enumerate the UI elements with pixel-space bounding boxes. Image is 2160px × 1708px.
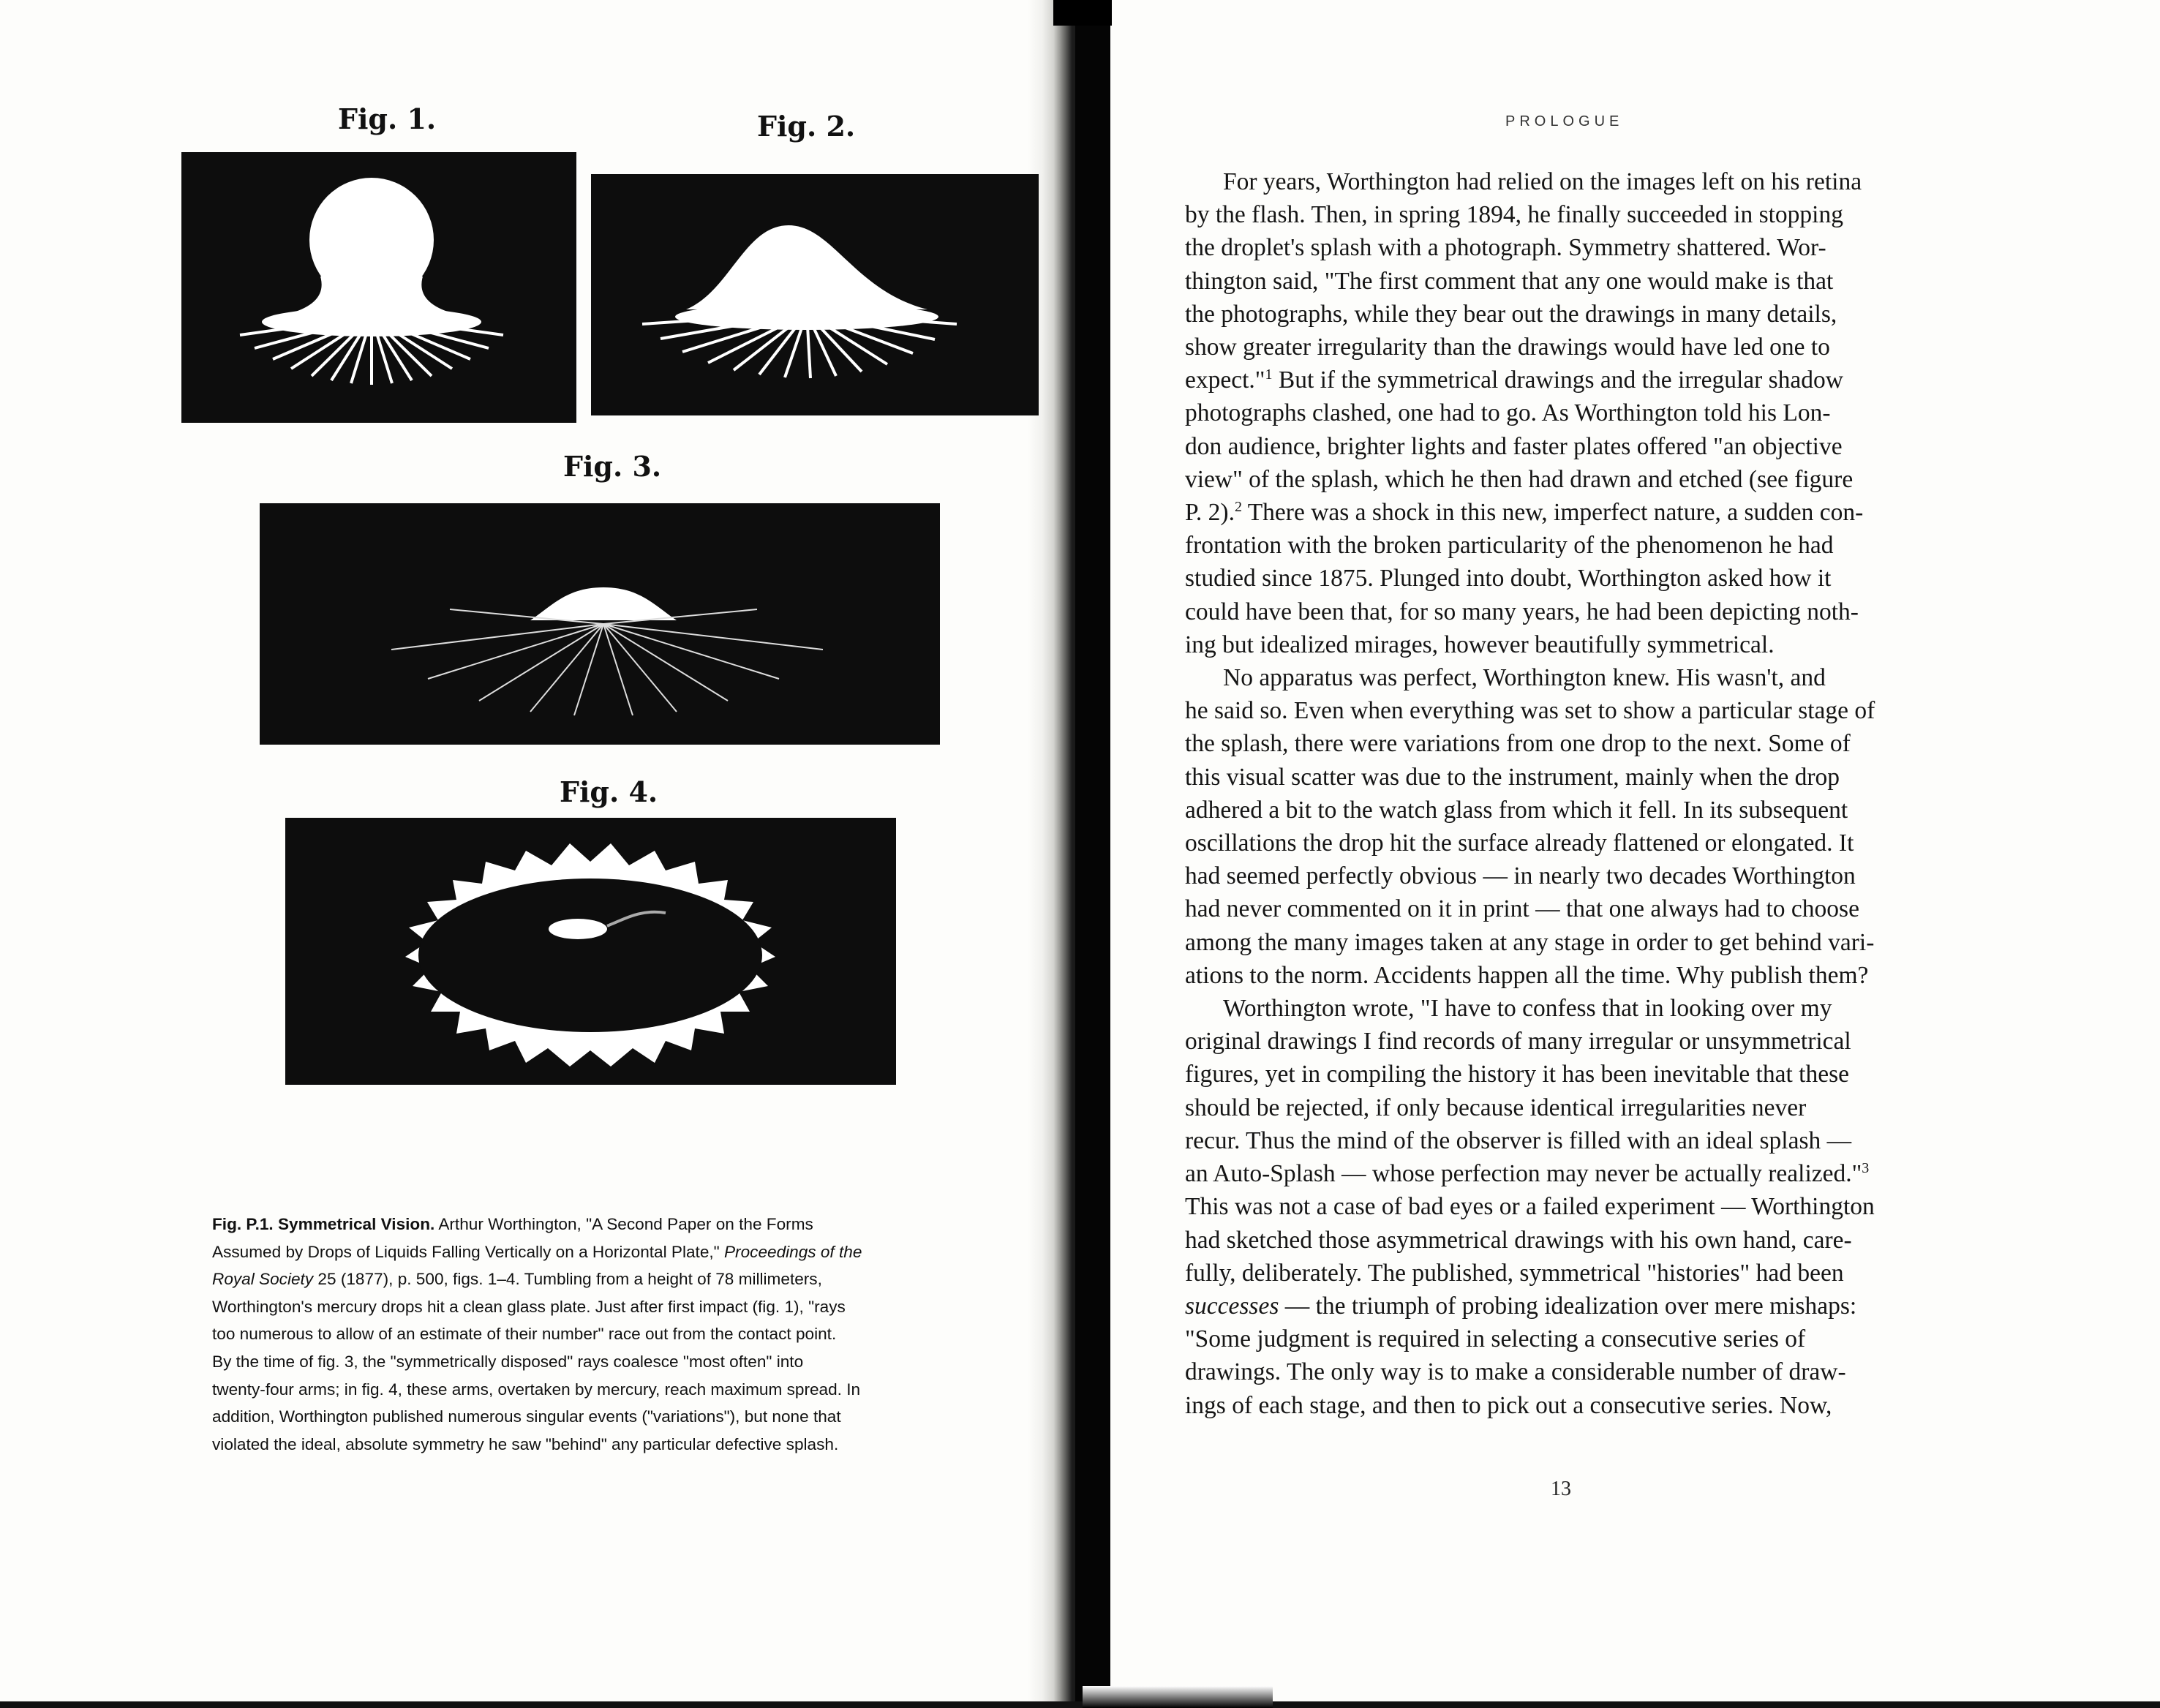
figure-caption (212, 1211, 984, 1458)
text-line: photographs clashed, one had to go. As Worthington told his Lon- (1185, 399, 1831, 427)
spine-top-edge (1053, 0, 1112, 26)
fig1-splash-image (181, 152, 576, 423)
fig1-label: Fig. 1. (338, 102, 437, 135)
text-line: had seemed perfectly obvious — in nearly two decades Worthington (1185, 862, 1856, 890)
fig2-splash-image (591, 174, 1039, 415)
caption-line: Fig. P.1. Symmetrical Vision. Arthur Worthington, "A Second Paper on the Forms (212, 1215, 813, 1233)
fig2-splash-drawing (591, 174, 1039, 415)
text-line: P. 2).$^2$ There was a shock in this new, imperfect nature, a sudden con- (1185, 498, 1864, 527)
fig4-label: Fig. 4. (560, 775, 658, 808)
footnote-marker: 2 (1234, 498, 1242, 515)
text-line: ations to the norm. Accidents happen all the time. Why publish them? (1185, 961, 1869, 989)
text-line: successes — the triumph of probing idealization over mere mishaps: (1185, 1292, 1857, 1320)
bottom-spine-edge (1083, 1686, 1273, 1708)
text-line: had never commented on it in print — that one always had to choose (1185, 895, 1859, 923)
text-line: had sketched those asymmetrical drawings with his own hand, care- (1185, 1226, 1852, 1254)
text-line: "Some judgment is required in selecting a consecutive series of (1185, 1325, 1806, 1353)
fig3-label: Fig. 3. (563, 450, 662, 483)
text-line: by the flash. Then, in spring 1894, he finally succeeded in stopping (1185, 201, 1843, 229)
text-line: the droplet's splash with a photograph. Symmetry shattered. Wor- (1185, 234, 1826, 262)
text-line: No apparatus was perfect, Worthington knew. His wasn't, and (1223, 664, 1826, 692)
caption-line: too numerous to allow of an estimate of their number" race out from the contact point. (212, 1325, 837, 1344)
text-line: For years, Worthington had relied on the images left on his retina (1223, 168, 1862, 195)
journal-title: Proceedings of the (723, 1242, 862, 1261)
footnote-marker: 3 (1862, 1159, 1870, 1176)
caption-heading: Fig. P.1. Symmetrical Vision. (212, 1215, 435, 1233)
fig3-splash-image (260, 503, 940, 745)
fig1-splash-drawing (181, 152, 576, 423)
caption-line: Assumed by Drops of Liquids Falling Vertically on a Horizontal Plate," Proceedings of the (212, 1242, 862, 1261)
text-line: an Auto-Splash — whose perfection may never be actually realized."$^3$ (1185, 1159, 1870, 1188)
text-line: he said so. Even when everything was set to show a particular stage of (1185, 697, 1875, 725)
text-line: Worthington wrote, "I have to confess that in looking over my (1223, 995, 1832, 1023)
fig4-splash-image (285, 818, 896, 1085)
caption-line: violated the ideal, absolute symmetry he saw "behind" any particular defective splash. (212, 1434, 839, 1453)
text-line: recur. Thus the mind of the observer is filled with an ideal splash — (1185, 1126, 1852, 1154)
text-line: oscillations the drop hit the surface already flattened or elongated. It (1185, 829, 1854, 857)
text-line: drawings. The only way is to make a considerable number of draw- (1185, 1358, 1846, 1386)
caption-line: Royal Society 25 (1877), p. 500, figs. 1–4. Tumbling from a height of 78 millimeters, (212, 1270, 822, 1289)
body-text (1185, 165, 1960, 1422)
fig3-splash-drawing (260, 503, 940, 745)
book-spine-shadow (1075, 0, 1110, 1708)
text-line: among the many images taken at any stage in order to get behind vari- (1185, 928, 1875, 956)
footnote-marker: 1 (1265, 366, 1273, 383)
caption-line: Worthington's mercury drops hit a clean glass plate. Just after first impact (fig. 1), "rays (212, 1297, 846, 1316)
fig4-splash-drawing (285, 818, 896, 1085)
text-line: ing but idealized mirages, however beautifully symmetrical. (1185, 631, 1775, 658)
text-line: thington said, "The first comment that any one would make is that (1185, 267, 1834, 295)
running-head: PROLOGUE (1505, 113, 1624, 129)
text-line: frontation with the broken particularity of the phenomenon he had (1185, 532, 1834, 560)
text-line: don audience, brighter lights and faster plates offered "an objective (1185, 432, 1843, 460)
page-number: 13 (1551, 1478, 1571, 1500)
text-line: should be rejected, if only because identical irregularities never (1185, 1094, 1807, 1121)
text-line: figures, yet in compiling the history it has been inevitable that these (1185, 1061, 1850, 1088)
caption-line: twenty-four arms; in fig. 4, these arms, overtaken by mercury, reach maximum spread. In (212, 1380, 861, 1399)
italic-emphasis: successes (1185, 1292, 1279, 1320)
text-line: the photographs, while they bear out the drawings in many details, (1185, 300, 1837, 328)
journal-title: Royal Society (212, 1270, 314, 1289)
caption-line: By the time of fig. 3, the "symmetrically disposed" rays coalesce "most often" into (212, 1352, 804, 1371)
bottom-page-edge (0, 1701, 2160, 1708)
text-line: the splash, there were variations from one drop to the next. Some of (1185, 730, 1851, 758)
text-line: This was not a case of bad eyes or a failed experiment — Worthington (1185, 1193, 1875, 1221)
text-line: show greater irregularity than the drawings would have led one to (1185, 334, 1830, 361)
text-line: fully, deliberately. The published, symmetrical "histories" had been (1185, 1259, 1844, 1287)
text-line: this visual scatter was due to the instrument, mainly when the drop (1185, 763, 1840, 791)
text-line: view" of the splash, which he then had drawn and etched (see figure (1185, 465, 1854, 493)
text-line: could have been that, for so many years, he had been depicting noth- (1185, 598, 1859, 625)
caption-line: addition, Worthington published numerous singular events ("variations"), but none that (212, 1407, 841, 1426)
text-line: adhered a bit to the watch glass from which it fell. In its subsequent (1185, 796, 1848, 824)
text-line: original drawings I find records of many irregular or unsymmetrical (1185, 1028, 1851, 1056)
text-line: studied since 1875. Plunged into doubt, Worthington asked how it (1185, 565, 1832, 592)
text-line: expect."$^1$ But if the symmetrical drawings and the irregular shadow (1185, 366, 1843, 394)
fig2-label: Fig. 2. (757, 110, 856, 143)
text-line: ings of each stage, and then to pick out a consecutive series. Now, (1185, 1391, 1832, 1419)
